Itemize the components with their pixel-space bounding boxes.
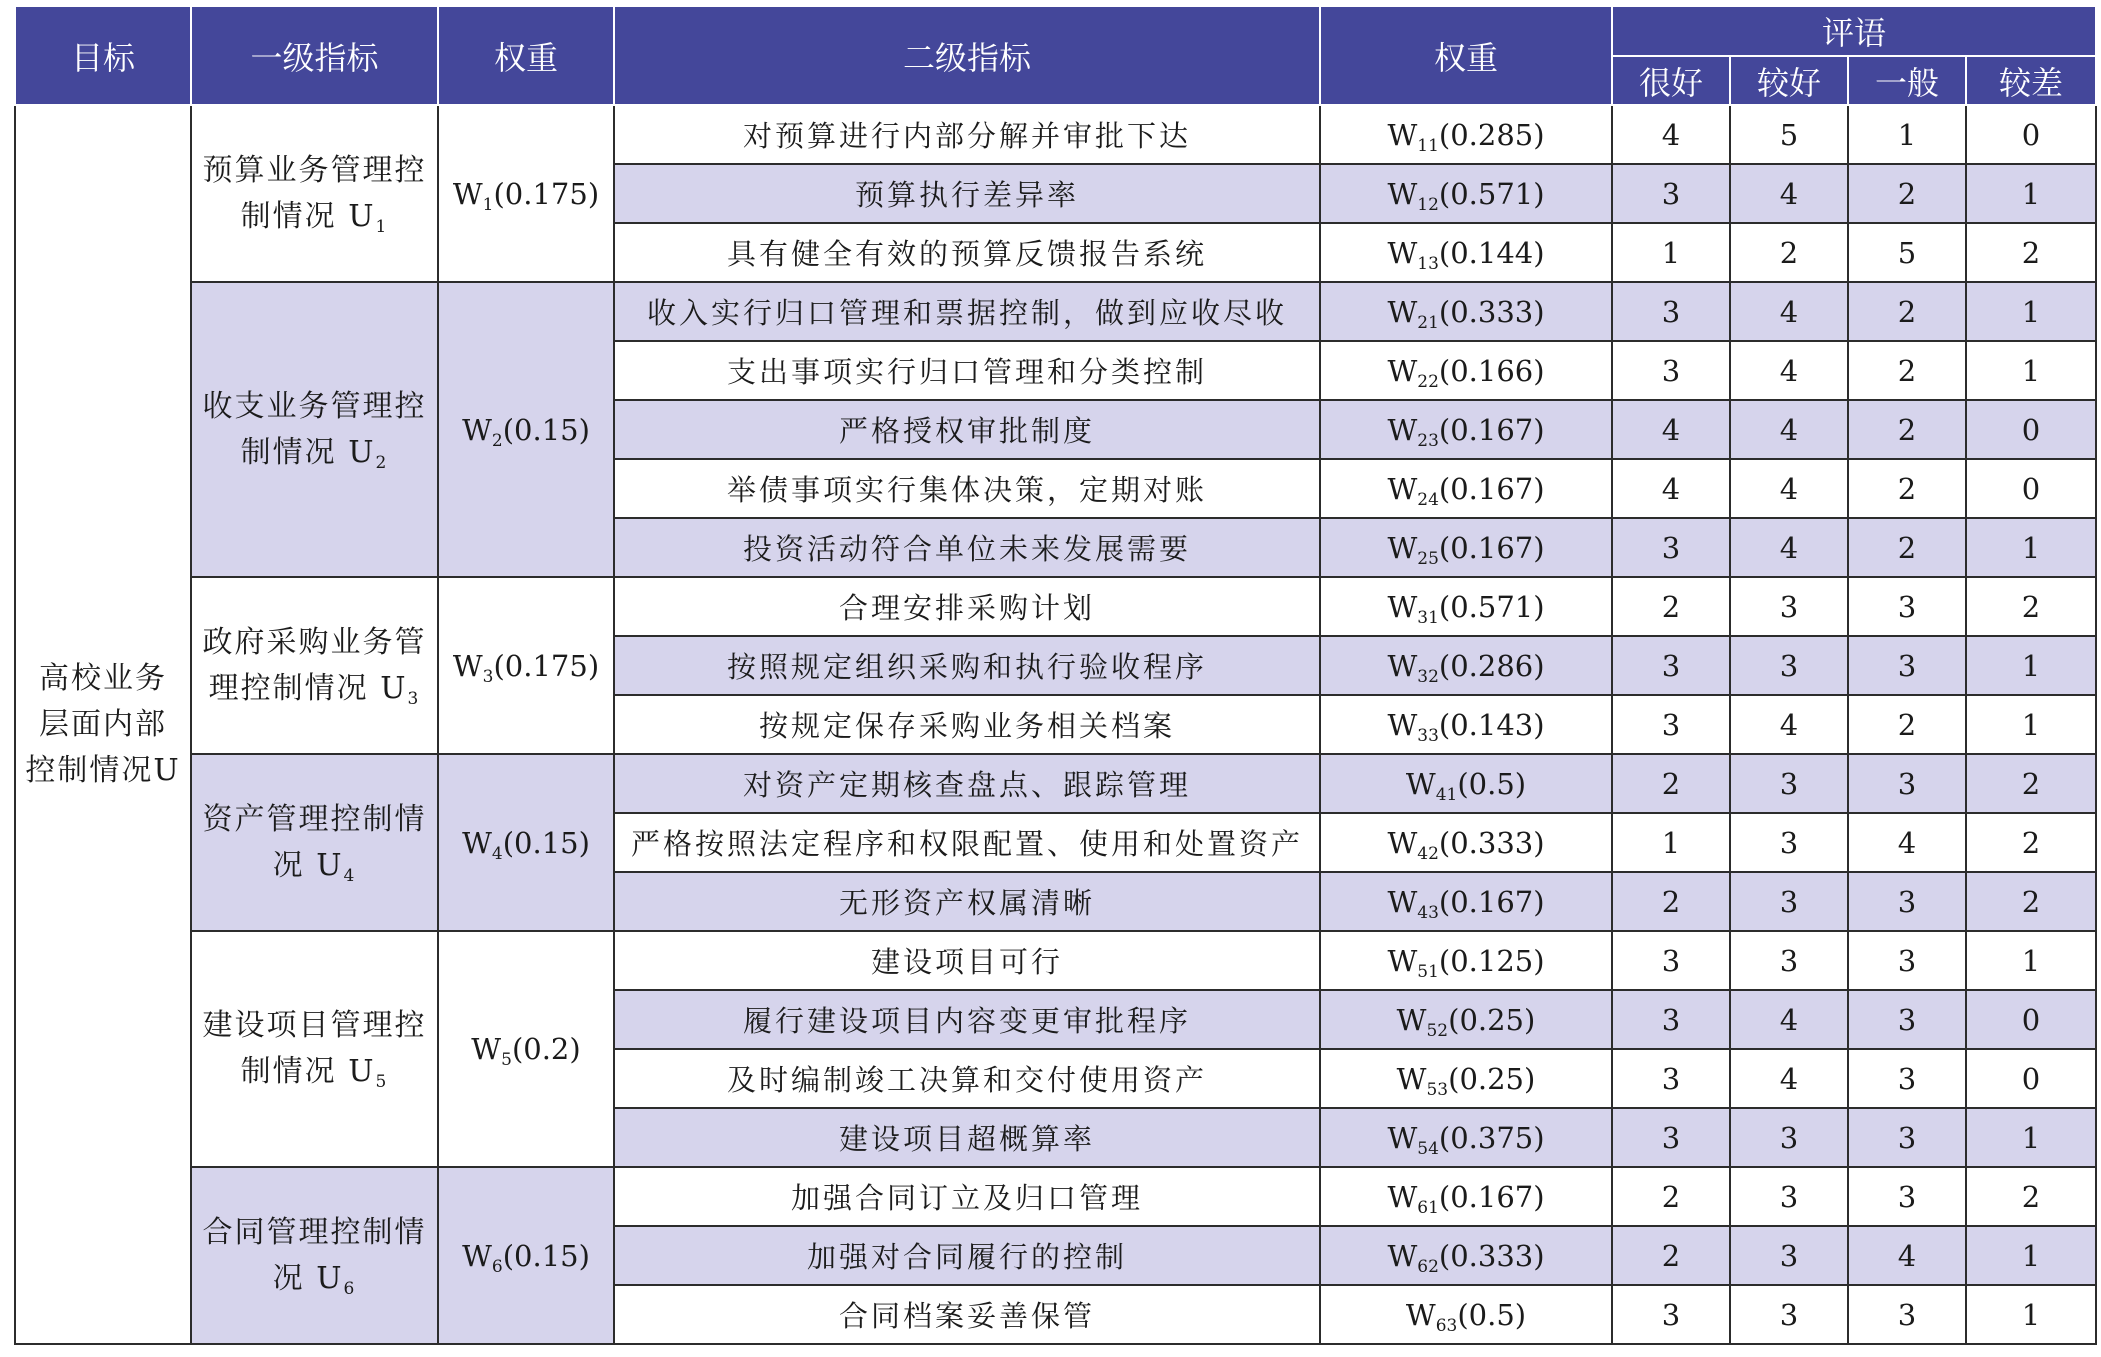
score-cell: 3 [1612,695,1730,754]
score-cell: 5 [1730,105,1848,164]
weight-prefix: W [471,1032,502,1066]
weight-value: (0.375) [1438,1120,1545,1155]
score-cell: 1 [1848,105,1966,164]
level1-line [198,843,431,889]
level2-indicator: 预算执行差异率 [614,164,1320,223]
level2-indicator: 履行建设项目内容变更审批程序 [614,990,1320,1049]
level1-weight [438,577,614,754]
score-cell: 3 [1730,1226,1848,1285]
level1-indicator [191,1167,438,1344]
level2-indicator: 按照规定组织采购和执行验收程序 [614,636,1320,695]
level2-weight [1320,518,1612,577]
score-cell: 3 [1612,636,1730,695]
weight-subscript: 13 [1417,253,1439,274]
score-cell: 3 [1612,518,1730,577]
weight-subscript: 31 [1417,607,1439,628]
level1-label: 况 U [272,1260,344,1296]
score-cell: 1 [1966,282,2096,341]
level1-indicator [191,282,438,577]
level1-line: 收支业务管理控 [202,388,427,424]
weight-prefix: W [1387,825,1418,860]
level1-weight [438,754,614,931]
score-cell: 3 [1848,1167,1966,1226]
level1-label: 制情况 U [240,434,376,470]
weight-subscript: 2 [491,430,503,451]
table-body [15,105,2096,1344]
score-cell: 3 [1730,636,1848,695]
level1-weight [438,931,614,1167]
weight-subscript: 1 [482,194,494,215]
level2-weight [1320,1285,1612,1344]
score-cell: 3 [1848,872,1966,931]
score-cell: 3 [1730,813,1848,872]
weight-subscript: 52 [1426,1020,1449,1041]
level1-line: 资产管理控制情 [202,801,427,837]
score-cell: 2 [1612,872,1730,931]
level2-weight [1320,872,1612,931]
weight-value: (0.175) [493,176,600,211]
weight-subscript: 41 [1435,784,1458,805]
level2-weight [1320,223,1612,282]
score-cell: 3 [1848,931,1966,990]
level2-indicator: 合理安排采购计划 [614,577,1320,636]
weight-value: (0.125) [1438,943,1545,978]
weight-value: (0.144) [1438,235,1545,270]
score-cell: 2 [1848,282,1966,341]
weight-value: (0.167) [1438,471,1545,506]
level2-weight [1320,1226,1612,1285]
level1-indicator [191,105,438,282]
weight-prefix: W [1387,589,1418,624]
score-cell: 1 [1966,695,2096,754]
weight-subscript: 12 [1417,194,1439,215]
weight-value: (0.166) [1438,353,1545,388]
level2-weight [1320,813,1612,872]
weight-value: (0.167) [1438,412,1545,447]
score-cell: 3 [1848,1108,1966,1167]
score-cell: 4 [1848,1226,1966,1285]
level1-label: 制情况 U [240,198,376,234]
weight-subscript: 25 [1417,548,1439,569]
level1-indicator [191,931,438,1167]
weight-value: (0.333) [1438,825,1545,860]
weight-subscript: 32 [1417,666,1439,687]
weight-value: (0.286) [1438,648,1545,683]
level1-line [198,1049,431,1095]
score-cell: 4 [1730,282,1848,341]
weight-prefix: W [1387,176,1418,211]
level1-label: 制情况 U [240,1054,376,1089]
score-cell: 0 [1966,1049,2096,1108]
level1-line [198,666,431,712]
score-cell: 2 [1848,164,1966,223]
weight-subscript: 21 [1417,312,1439,333]
score-cell: 1 [1966,636,2096,695]
score-cell: 3 [1848,754,1966,813]
weight-subscript: 24 [1417,489,1439,510]
score-cell: 2 [1848,341,1966,400]
score-cell: 0 [1966,459,2096,518]
weight-value: (0.333) [1438,294,1545,329]
weight-value: (0.333) [1438,1238,1545,1273]
score-cell: 2 [1966,577,2096,636]
weight-subscript: 4 [491,843,503,864]
level2-indicator: 严格授权审批制度 [614,400,1320,459]
score-cell: 3 [1848,636,1966,695]
level1-subscript: 1 [375,216,389,237]
weight-prefix: W [452,176,483,211]
level2-indicator: 对资产定期核查盘点、跟踪管理 [614,754,1320,813]
score-cell: 1 [1966,341,2096,400]
level1-subscript: 3 [407,688,421,709]
weight-subscript: 42 [1417,843,1439,864]
score-cell: 3 [1730,754,1848,813]
header-grade: 较差 [1966,56,2096,105]
header-grade: 较好 [1730,56,1848,105]
weight-prefix: W [1387,353,1418,388]
weight-prefix: W [1387,471,1418,506]
weight-prefix: W [1387,648,1418,683]
level2-indicator: 举债事项实行集体决策，定期对账 [614,459,1320,518]
header-level2: 二级指标 [614,6,1320,105]
level1-weight [438,282,614,577]
level2-weight [1320,636,1612,695]
weight-subscript: 51 [1417,961,1439,982]
score-cell: 3 [1848,990,1966,1049]
level2-indicator: 建设项目超概算率 [614,1108,1320,1167]
evaluation-table [14,5,2097,1345]
score-cell: 4 [1612,400,1730,459]
weight-subscript: 5 [501,1050,512,1070]
score-cell: 3 [1612,1049,1730,1108]
weight-prefix: W [1387,117,1418,152]
header-weight2: 权重 [1320,6,1612,105]
level2-indicator: 严格按照法定程序和权限配置、使用和处置资产 [614,813,1320,872]
goal-cell [15,105,191,1344]
weight-value: (0.2) [511,1032,581,1066]
score-cell: 5 [1848,223,1966,282]
score-cell: 1 [1966,1226,2096,1285]
weight-value: (0.143) [1438,707,1545,742]
weight-prefix: W [1396,1002,1427,1037]
score-cell: 3 [1612,164,1730,223]
weight-prefix: W [462,825,492,860]
score-cell: 2 [1848,400,1966,459]
table-row [15,105,2096,164]
score-cell: 2 [1966,1167,2096,1226]
score-cell: 3 [1848,577,1966,636]
score-cell: 1 [1612,223,1730,282]
score-cell: 1 [1966,1285,2096,1344]
level2-weight [1320,105,1612,164]
level1-weight [438,1167,614,1344]
level2-indicator: 合同档案妥善保管 [614,1285,1320,1344]
weight-prefix: W [1405,766,1436,801]
score-cell: 4 [1730,990,1848,1049]
weight-value: (0.5) [1457,766,1527,801]
level1-line: 建设项目管理控 [202,1008,427,1043]
weight-value: (0.167) [1438,884,1545,919]
table-header [15,6,2096,105]
weight-prefix: W [452,648,483,683]
level1-label: 理控制情况 U [208,670,408,706]
weight-value: (0.15) [502,1238,590,1273]
level2-indicator: 具有健全有效的预算反馈报告系统 [614,223,1320,282]
weight-subscript: 43 [1417,902,1439,923]
level1-indicator [191,754,438,931]
weight-subscript: 53 [1426,1079,1449,1100]
score-cell: 1 [1966,931,2096,990]
score-cell: 3 [1612,931,1730,990]
score-cell: 3 [1612,1108,1730,1167]
weight-subscript: 22 [1417,371,1439,392]
table-row [15,754,2096,813]
level2-indicator: 加强合同订立及归口管理 [614,1167,1320,1226]
weight-prefix: W [1387,235,1418,270]
level1-line [198,194,431,240]
level2-indicator: 对预算进行内部分解并审批下达 [614,105,1320,164]
score-cell: 3 [1730,1167,1848,1226]
weight-subscript: 54 [1417,1138,1439,1159]
level2-indicator: 投资活动符合单位未来发展需要 [614,518,1320,577]
score-cell: 2 [1612,1167,1730,1226]
weight-value: (0.15) [502,825,590,860]
weight-prefix: W [1387,412,1418,447]
score-cell: 3 [1612,990,1730,1049]
level2-weight [1320,577,1612,636]
level2-weight [1320,695,1612,754]
weight-value: (0.5) [1457,1297,1527,1332]
level1-line: 合同管理控制情 [202,1214,427,1250]
weight-prefix: W [1387,707,1418,742]
level2-indicator: 按规定保存采购业务相关档案 [614,695,1320,754]
level2-weight [1320,990,1612,1049]
score-cell: 3 [1848,1285,1966,1344]
level1-line [198,430,431,476]
score-cell: 3 [1730,872,1848,931]
level1-subscript: 6 [343,1278,357,1299]
level2-weight [1320,164,1612,223]
weight-prefix: W [1387,943,1418,978]
level1-subscript: 2 [375,452,389,473]
score-cell: 4 [1730,400,1848,459]
score-cell: 2 [1730,223,1848,282]
level2-indicator: 及时编制竣工决算和交付使用资产 [614,1049,1320,1108]
table-row [15,577,2096,636]
score-cell: 3 [1848,1049,1966,1108]
score-cell: 0 [1966,105,2096,164]
weight-prefix: W [1396,1061,1427,1096]
score-cell: 3 [1730,1285,1848,1344]
score-cell: 2 [1612,577,1730,636]
score-cell: 4 [1730,518,1848,577]
weight-value: (0.167) [1438,530,1545,565]
weight-value: (0.571) [1438,589,1545,624]
weight-prefix: W [1387,1120,1418,1155]
level1-subscript: 5 [375,1072,389,1092]
score-cell: 1 [1966,1108,2096,1167]
score-cell: 4 [1730,1049,1848,1108]
score-cell: 1 [1966,518,2096,577]
goal-line: 高校业务 [39,660,167,696]
level2-weight [1320,400,1612,459]
weight-subscript: 61 [1417,1197,1439,1218]
level2-indicator: 收入实行归口管理和票据控制，做到应收尽收 [614,282,1320,341]
score-cell: 4 [1730,164,1848,223]
level2-weight [1320,341,1612,400]
score-cell: 4 [1612,105,1730,164]
score-cell: 3 [1612,1285,1730,1344]
weight-value: (0.25) [1448,1061,1536,1096]
table-row [15,282,2096,341]
weight-value: (0.25) [1448,1002,1536,1037]
level2-weight [1320,459,1612,518]
goal-line: 层面内部 [39,706,167,742]
weight-subscript: 33 [1417,725,1439,746]
score-cell: 2 [1612,1226,1730,1285]
header-grade: 一般 [1848,56,1966,105]
weight-prefix: W [462,412,492,447]
score-cell: 0 [1966,990,2096,1049]
header-goal: 目标 [15,6,191,105]
score-cell: 2 [1966,872,2096,931]
level2-weight [1320,1108,1612,1167]
score-cell: 4 [1848,813,1966,872]
level2-indicator: 无形资产权属清晰 [614,872,1320,931]
weight-prefix: W [1387,1179,1418,1214]
score-cell: 3 [1730,1108,1848,1167]
score-cell: 2 [1612,754,1730,813]
weight-prefix: W [462,1238,492,1273]
weight-value: (0.167) [1438,1179,1545,1214]
score-cell: 3 [1612,341,1730,400]
weight-subscript: 23 [1417,430,1439,451]
weight-prefix: W [1405,1297,1436,1332]
weight-prefix: W [1387,884,1418,919]
score-cell: 0 [1966,400,2096,459]
header-comments: 评语 [1612,6,2096,56]
weight-subscript: 11 [1417,135,1439,156]
level2-indicator: 支出事项实行归口管理和分类控制 [614,341,1320,400]
weight-prefix: W [1387,1238,1418,1273]
score-cell: 4 [1730,341,1848,400]
score-cell: 4 [1730,695,1848,754]
header-level1: 一级指标 [191,6,438,105]
level2-weight [1320,754,1612,813]
level2-weight [1320,1049,1612,1108]
score-cell: 2 [1966,813,2096,872]
weight-value: (0.175) [493,648,600,683]
level2-indicator: 加强对合同履行的控制 [614,1226,1320,1285]
level2-weight [1320,1167,1612,1226]
score-cell: 2 [1848,459,1966,518]
weight-value: (0.571) [1438,176,1545,211]
score-cell: 2 [1966,754,2096,813]
score-cell: 2 [1848,695,1966,754]
goal-line: 控制情况U [25,752,181,788]
weight-subscript: 3 [482,666,494,687]
weight-prefix: W [1387,294,1418,329]
score-cell: 3 [1730,577,1848,636]
score-cell: 4 [1730,459,1848,518]
level1-indicator [191,577,438,754]
weight-value: (0.285) [1438,117,1545,152]
score-cell: 1 [1966,164,2096,223]
weight-subscript: 63 [1435,1315,1458,1336]
score-cell: 4 [1612,459,1730,518]
score-cell: 3 [1612,282,1730,341]
weight-prefix: W [1387,530,1418,565]
score-cell: 3 [1730,931,1848,990]
score-cell: 1 [1612,813,1730,872]
table-row [15,1167,2096,1226]
level1-line [198,1256,431,1302]
level1-line: 政府采购业务管 [202,624,427,660]
level1-weight [438,105,614,282]
level2-indicator: 建设项目可行 [614,931,1320,990]
level1-line: 预算业务管理控 [202,152,427,188]
level2-weight [1320,282,1612,341]
header-weight1: 权重 [438,6,614,105]
weight-subscript: 62 [1417,1256,1439,1277]
score-cell: 2 [1966,223,2096,282]
weight-value: (0.15) [502,412,590,447]
level2-weight [1320,931,1612,990]
score-cell: 2 [1848,518,1966,577]
table-row [15,931,2096,990]
level1-subscript: 4 [343,865,357,886]
level1-label: 况 U [272,847,344,883]
header-grade: 很好 [1612,56,1730,105]
weight-subscript: 6 [491,1256,503,1277]
